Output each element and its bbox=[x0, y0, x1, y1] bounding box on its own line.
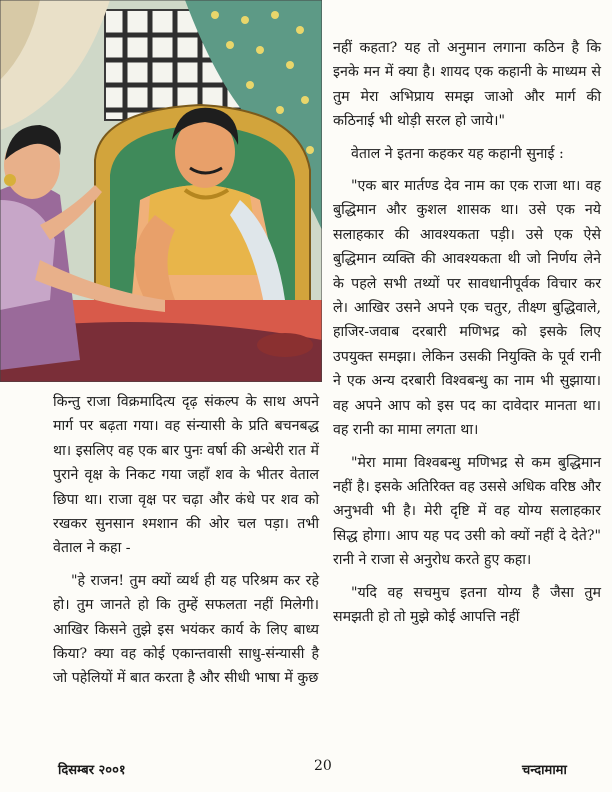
paragraph: "हे राजन! तुम क्यों व्यर्थ ही यह परिश्रम कर रहे हो। तुम जानते हो कि तुम्हें सफलता नहीं मिलेगी। आखिर किसने तुझे इस भयंकर कार्य के लिए बाध्य किया? क्या वह कोई एकान्तवासी साधु-संन्यासी है जो पहेलियों में बात करता है और सीधी भाषा में कुछ bbox=[53, 572, 319, 687]
left-text-column bbox=[53, 390, 319, 691]
issue-date: दिसम्बर २००१ bbox=[58, 763, 126, 778]
paragraph: "मेरा मामा विश्वबन्धु मणिभद्र से कम बुद्धिमान नहीं है। इसके अतिरिक्त वह उससे अधिक वरिष्ठ और अनुभवी भी है। मेरी दृष्टि में वह योग्य सलाहकार सिद्ध होगा। आप यह पद उसी को क्यों नहीं दे देते?" रानी ने राजा से अनुरोध करते हुए कहा। bbox=[333, 454, 601, 569]
illustration-king-and-queen bbox=[0, 0, 322, 382]
paragraph: "यदि वह सचमुच इतना योग्य है जैसा तुम समझती हो तो मुझे कोई आपत्ति नहीं bbox=[333, 584, 601, 625]
paragraph: नहीं कहता? यह तो अनुमान लगाना कठिन है कि इनके मन में क्या है। शायद एक कहानी के माध्यम से तुम मेरा अभिप्राय समझ जाओ और मार्ग की कठिनाई भी थोड़ी सरल हो जाये।" bbox=[333, 40, 601, 130]
illustration-art bbox=[0, 0, 322, 382]
paragraph: किन्तु राजा विक्रमादित्य दृढ़ संकल्प के साथ अपने मार्ग पर बढ़ता गया। वह संन्यासी के प्रति बचनबद्ध था। इसलिए वह एक बार पुनः वर्षा की अन्धेरी रात में पुराने वृक्ष के निकट गया जहाँ शव के भीतर वेताल छिपा था। राजा वृक्ष पर चढ़ा और कंधे पर शव को रखकर सुनसान श्मशान की ओर चल पड़ा। तभी वेताल ने कहा - bbox=[53, 394, 319, 557]
magazine-name: चन्दामामा bbox=[522, 763, 567, 778]
right-text-column bbox=[333, 36, 601, 629]
paragraph: "एक बार मार्तण्ड देव नाम का एक राजा था। वह बुद्धिमान और कुशल शासक था। उसे एक नये सलाहकार की आवश्यकता पड़ी। उसे एक ऐसे बुद्धिमान व्यक्ति की आवश्यकता थी जो निर्णय लेने के पहले सभी तथ्यों पर सावधानीपूर्वक विचार कर ले। आखिर उसने अपने एक चतुर, तीक्ष्ण बुद्धिवाले, हाजिर-जवाब दरबारी मणिभद्र को इसके लिए उपयुक्त समझा। लेकिन उसकी नियुक्ति के पूर्व रानी ने एक अन्य दरबारी विश्वबन्धु का नाम भी सुझाया। वह अपने आप को इस पद का दावेदार मानता था। वह रानी का मामा लगता था। bbox=[333, 178, 601, 439]
page-number: 20 bbox=[314, 758, 332, 774]
paragraph: वेताल ने इतना कहकर यह कहानी सुनाई : bbox=[351, 145, 564, 162]
